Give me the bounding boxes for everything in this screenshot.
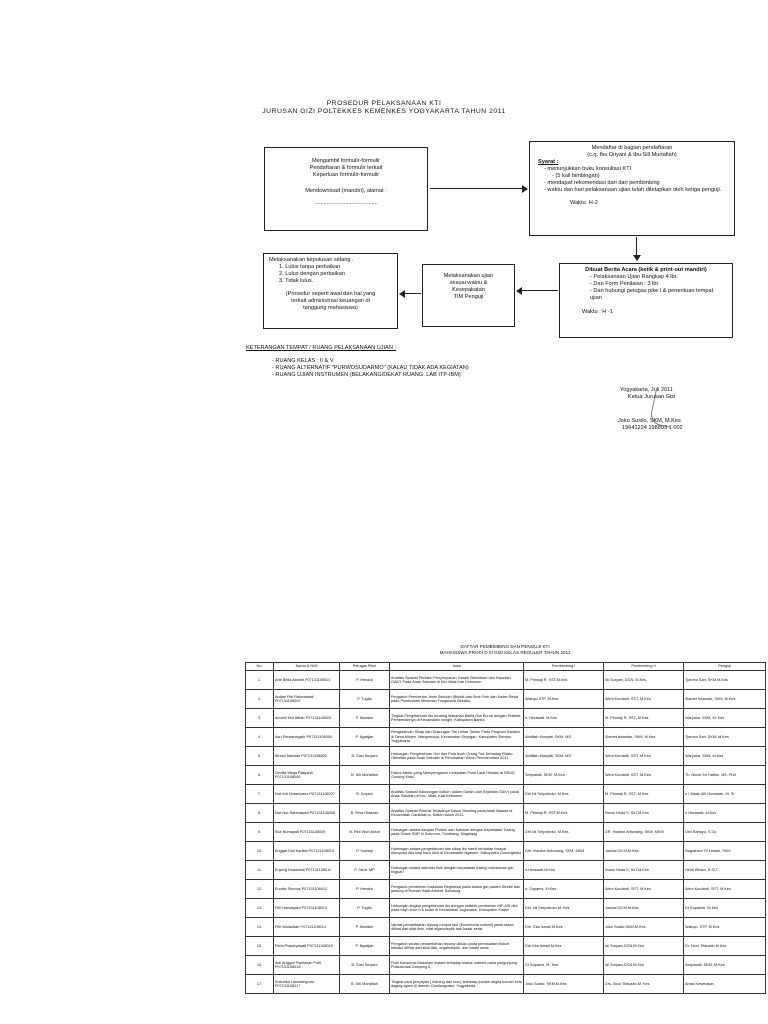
box2-item: - (5 kali bimbingan) xyxy=(544,173,726,180)
header-judul: Judul xyxy=(390,663,524,671)
arrowhead-left-1 xyxy=(516,287,522,295)
cell-pembimbing-2: M. Primiaji R, SST, M.Kes xyxy=(604,709,684,728)
flow-box-berita-acara xyxy=(559,263,733,338)
cell-petugas-piket: P. Tugito xyxy=(340,690,390,709)
table-row xyxy=(246,671,766,690)
cell-no: 3. xyxy=(246,709,274,728)
cell-pembimbing-2: Drs. Noor Tifauzah,M. Kes xyxy=(604,975,684,994)
cell-pembimbing-2: Idi Suryani,DCN,M.Kes xyxy=(604,956,684,975)
box3-item: - Dan hubungi petugas pike l & penentuan tempat ujian xyxy=(590,288,726,302)
box2-item: - waktu dan hari pelaksanaan ujian telah ditetapkan oleh ketiga penguji. xyxy=(544,187,726,194)
table-title-line-2: MAHASISWA PRODI D III GIZI KELAS REGULER TAHUN 2011 xyxy=(439,650,571,655)
keterangan-heading: KETERANGAN TEMPAT / RUANG PELAKSANAAN UJIAN : xyxy=(246,345,397,351)
pembimbing-table xyxy=(245,662,766,994)
cell-penguji: Th. Ninuk Sri Hartini, MS, PhD xyxy=(684,766,766,785)
signature-position: Ketua Jurusan Gizi xyxy=(628,394,676,400)
cell-petugas-piket: P. Ngatijan xyxy=(340,728,390,747)
cell-penguji: Ir I Made Alit Gunawan, M. Si xyxy=(684,785,766,804)
table-row xyxy=(246,766,766,785)
flow-box-keputusan-sidang xyxy=(263,253,398,329)
cell-pembimbing-2: M. Primiaji R, SST, M.Kes xyxy=(604,785,684,804)
box3-waktu: Waktu : H -1 xyxy=(582,309,613,315)
box5-note1: (Prosedur seperti awal dan hal yang xyxy=(285,291,376,297)
table-row xyxy=(246,842,766,861)
arrow-down xyxy=(636,237,637,257)
cell-judul: Pengetahuan Sikap dan Dukungan Tim Lintas Sektor Pada Program Kadarzi di Desa Minjen, Margomulyo, Kecamatan Seyegan, Kabupaten Sleman, Yogyakarta. xyxy=(390,728,524,747)
box5-line1: Melaksanakan keputusan sidang . xyxy=(269,257,354,263)
cell-penguji: Anasi Kesehatan xyxy=(684,975,766,994)
box3-item: - Dan Form Penilaian : 3 lbr xyxy=(590,281,726,288)
box4-line1: Melaksanakan ujian xyxy=(443,273,494,279)
cell-pembimbing-2: Weni Kurdanti, SST, M.Kes xyxy=(604,880,684,899)
flow-box-mendaftar xyxy=(529,141,735,236)
box2-syarat: Syarat : xyxy=(538,159,559,165)
cell-pembimbing-1: Abdillah Munyati, SKM, MS xyxy=(524,728,604,747)
table-row xyxy=(246,880,766,899)
table-row xyxy=(246,918,766,937)
table-title xyxy=(245,644,765,656)
table-row xyxy=(246,728,766,747)
cell-pembimbing-1: M. Primiaji R, SST,M.Kes xyxy=(524,671,604,690)
signature-nip: 19641224 198803 1 002 xyxy=(622,425,683,431)
cell-penguji: Tjarono Sari, SKM,M.Kes xyxy=(684,671,766,690)
cell-nama-nim: Ibdi Anggun Ramasari Putri P07131108016 xyxy=(274,956,340,975)
cell-no: 12. xyxy=(246,880,274,899)
box1-line2: Pendaftaran & formulir terkait xyxy=(309,165,383,171)
box3-line1: Dibuat Berita Acara (ketik & print-out mandiri) xyxy=(585,267,707,273)
cell-petugas-piket: B. Rini Wuri Astuti xyxy=(340,823,390,842)
cell-pembimbing-1: Drh. Irianton Aritonang, SKM, MKM xyxy=(524,842,604,861)
box5-result: 2. Lulus dengan perbaikan xyxy=(279,271,345,277)
arrow-left-2 xyxy=(404,293,421,294)
cell-petugas-piket: P. Jarot ,MP xyxy=(340,861,390,880)
cell-petugas-piket: B. Driyani xyxy=(340,785,390,804)
header-pembimbing-1: Pembimbing I xyxy=(524,663,604,671)
cell-no: 14. xyxy=(246,918,274,937)
flow-box-ambil-formulir xyxy=(264,147,428,231)
title-line-1: PROSEDUR PELAKSANAAN KTI xyxy=(326,100,442,107)
arrowhead-left-2 xyxy=(399,290,405,298)
table-row xyxy=(246,937,766,956)
cell-petugas-piket: P. Suwarji xyxy=(340,842,390,861)
box2-requirements xyxy=(538,166,726,194)
cell-pembimbing-1: Drh Idi Setyobroto, M.Kes xyxy=(524,823,604,842)
table-row xyxy=(246,747,766,766)
cell-no: 1. xyxy=(246,671,274,690)
table-row xyxy=(246,861,766,880)
cell-pembimbing-1: M. Primiaji R, SST,M.Kes xyxy=(524,804,604,823)
cell-no: 9. xyxy=(246,823,274,842)
cell-penguji: Waluyo, STP, M.Kes xyxy=(684,918,766,937)
cell-judul: Hubungan antara aktivitas fisik dengan kepadatan tulang mahasiswa gizi tingkat I xyxy=(390,861,524,880)
cell-nama-nim: Fitri Handayani P07131108013 xyxy=(274,899,340,918)
header-no: No. xyxy=(246,663,274,671)
keterangan-item: - RUANG ALTERNATIF "PURWOSUDARMO" (KALAU TIDAK ADA KEGIATAN) xyxy=(272,365,469,372)
cell-no: 7. xyxy=(246,785,274,804)
box3-items xyxy=(566,274,726,302)
cell-no: 11. xyxy=(246,861,274,880)
box3-item: - Pelaksanaan Ujian Rangkap 4 lbr. xyxy=(590,274,726,281)
table-header-row xyxy=(246,663,766,671)
table-row xyxy=(246,804,766,823)
keterangan-item: - RUANG KELAS : II & V xyxy=(272,358,469,365)
cell-pembimbing-1: Drh. Idi Setyobroto,M. Kes xyxy=(524,899,604,918)
header-petugas-piket: Petugas Piket xyxy=(340,663,390,671)
cell-pembimbing-2: Weni Kurdanti, SST, M.Kes xyxy=(604,766,684,785)
cell-petugas-piket: B. Susi Suryani xyxy=(340,747,390,766)
cell-judul: Analisis Spasial Perilaku Penyimpanan Garam Beriodium dan Kejadian GAKY Pada Anak Sekolah di Kec Mlati Kab Kebumen xyxy=(390,671,524,690)
cell-petugas-piket: B. Siti Murtafiah xyxy=(340,766,390,785)
arrowhead-down xyxy=(633,255,641,261)
cell-pembimbing-2: Idi Suryani,DCN,M.Kes xyxy=(604,937,684,956)
cell-penguji: Dr Supartuti, M.Kes xyxy=(684,899,766,918)
cell-pembimbing-2: Slamet Iskandar, SKM, M.Kes xyxy=(604,728,684,747)
box1-line1: Mengambil formulir-formulir xyxy=(311,158,381,164)
cell-petugas-piket: P. Hendra xyxy=(340,671,390,690)
table-row xyxy=(246,785,766,804)
cell-judul: Faktor-faktor yang Mempengaruhi Kelepatan Porsi Lauk Hewani di RSUD Gunung Kidul. xyxy=(390,766,524,785)
cell-no: 10. xyxy=(246,842,274,861)
arrow-right-1 xyxy=(430,188,524,189)
keterangan-item: - RUANG UJIAN INSTRUMEN (BELAKANG/DEKAT RUANG: LAB ITP-IBM) xyxy=(272,372,469,379)
title-line-2: JURUSAN GIZI POLTEKKES KEMENKES YOGYAKARTA TAHUN 2011 xyxy=(262,108,506,115)
cell-judul: Pengaruh pemberian makanan Registrasi pada status gizi pasien Stroke dan jantung di Rumah Sakit Advent, Bandung xyxy=(390,880,524,899)
cell-judul: Pengaruh variasi penambahan tepung daluku pada pembuatan biskuit bekatul dilihat dari sifat fisik, organoleptik, dan kadar serat xyxy=(390,937,524,956)
table-row xyxy=(246,690,766,709)
header-nama-nim: Nama & NIM xyxy=(274,663,340,671)
cell-nama-nim: Dwi Nur Rahmawati P07131108008 xyxy=(274,804,340,823)
cell-pembimbing-1: Waluyo,STP, M.Kes xyxy=(524,690,604,709)
cell-penguji: Waryana, SKM, M.Kes xyxy=(684,747,766,766)
cell-penguji: Setyowati, SKM, M.Kes xyxy=(684,956,766,975)
cell-judul: Hubungan Pengetahuan Gizi dan Pola Asuh Orang Tua Terhadap Risiko Obesitas pada Anak Sekolah di Perumahan Wirun Permai tahun 2011 xyxy=(390,747,524,766)
cell-no: 2. xyxy=(246,690,274,709)
cell-penguji: Weni Kurdanti, SST, M.Kes xyxy=(684,880,766,899)
cell-pembimbing-2: DR. Irianton Aritonang, SKM, MKM xyxy=(604,823,684,842)
box2-item: - mendapat rekomendasi dari dari pembimbing xyxy=(544,180,726,187)
cell-pembimbing-2: Weni Kurdanti, SST, M.Kes xyxy=(604,747,684,766)
box5-result: 3. Tidak lulus. xyxy=(279,278,314,284)
cell-no: 16. xyxy=(246,956,274,975)
cell-petugas-piket: B. Rina Oktavan xyxy=(340,804,390,823)
cell-pembimbing-2: Nunui Huda S, SsT,M.Kes xyxy=(604,804,684,823)
cell-pembimbing-1: Ir.Herawati,M.Kes xyxy=(524,861,604,880)
cell-nama-nim: Amumi Nur Afifah P07131108003 xyxy=(274,709,340,728)
cell-pembimbing-1: Dr Suparmi, M. Kes xyxy=(524,956,604,975)
cell-no: 5. xyxy=(246,747,274,766)
cell-pembimbing-2: Jauhari,DCN,M.Kes xyxy=(604,842,684,861)
cell-nama-nim: Fitria Prasetyawati P07131108015 xyxy=(274,937,340,956)
cell-penguji: Umi Rahayu, S.Gz xyxy=(684,823,766,842)
arrowhead-right-1 xyxy=(522,185,528,193)
cell-nama-nim: Eka Nurhayati P07131108009 xyxy=(274,823,340,842)
cell-judul: Hubungan antara pengetahuan dan sikap ibu hamil terhadap riwayat menyusui dini bayi baru lahir di Kecamatan Ngawen, Kabupaten Gunungkidul xyxy=(390,842,524,861)
box4-line2: sesuai waktu & xyxy=(449,280,488,286)
table-row xyxy=(246,956,766,975)
table-row xyxy=(246,899,766,918)
cell-nama-nim: Devilia Mega Rijayanti P07131108006 xyxy=(274,766,340,785)
header-pembimbing-2: Pembimbing II xyxy=(604,663,684,671)
cell-pembimbing-2: Nunui Huda S, SsT,M.Kes xyxy=(604,861,684,880)
cell-petugas-piket: P. Hendra xyxy=(340,880,390,899)
cell-pembimbing-1: Joko Susilo, SKM,M.Kes xyxy=(524,975,604,994)
box1-line4: Mendownload (mandiri), alamat : xyxy=(305,188,387,194)
cell-penguji: Ir Herawati, M.Kes xyxy=(684,804,766,823)
cell-nama-nim: Fitri Wulandari P07131108014 xyxy=(274,918,340,937)
box5-note2: terkait administrasi keuangan di xyxy=(291,298,370,304)
cell-judul: Hubungan antara Asupan Protein dan Kalsium dengan Kepadatan Tulang pada Siswa SMP N Sukrnoro, Sumbang, Magelang xyxy=(390,823,524,842)
cell-judul: Variasi pemanfaatan tepung rumput laut (Eucheuma cottonii) pada bakso dilihat dari sifat fisik, sifat organoleptik dan kadar serat. xyxy=(390,918,524,937)
box4-line4: TIM Penguji xyxy=(453,294,484,300)
box2-line1: Mendaftar di bagian pendaftaran xyxy=(591,145,673,151)
cell-nama-nim: Eunike Srinova P07131108012 xyxy=(274,880,340,899)
cell-nama-nim: Dwi Arti Nuraniyana P07131108007 xyxy=(274,785,340,804)
cell-pembimbing-2: Idi Suryani, DCN, M.Kes xyxy=(604,671,684,690)
cell-penguji: Nugraheni Tri Lestari, SKM xyxy=(684,842,766,861)
cell-penguji: Tjarono Sari, SKM, M.Kes xyxy=(684,728,766,747)
cell-no: 8. xyxy=(246,804,274,823)
cell-no: 15. xyxy=(246,937,274,956)
cell-pembimbing-1: Setyowati, SKM, M.Kes xyxy=(524,766,604,785)
cell-petugas-piket: B. Susi Suryani xyxy=(340,956,390,975)
cell-nama-nim: Asri Purwaningsih P07131108004 xyxy=(274,728,340,747)
cell-nama-nim: Enggar Dwi Kartika P07131108010 xyxy=(274,842,340,861)
cell-pembimbing-2: Weni Kurdanti, SST, M.Kes xyxy=(604,690,684,709)
cell-pembimbing-2: Joko Susilo,SKM,M.Kes xyxy=(604,918,684,937)
box4-line3: Kesepakatan xyxy=(452,287,485,293)
signature-name: Joko Susilo, SKM, M.Kes xyxy=(618,418,681,424)
table-body xyxy=(246,671,766,994)
flow-box-melaksanakan-ujian xyxy=(422,264,515,327)
signature-block xyxy=(618,387,738,432)
box1-line5: ......................................... xyxy=(314,200,378,206)
cell-penguji: Heldi Wiram, S.Si,T xyxy=(684,861,766,880)
table-row xyxy=(246,709,766,728)
table-row xyxy=(246,975,766,994)
box5-note3: tanggung mahasiswa) xyxy=(303,305,358,311)
cell-no: 4. xyxy=(246,728,274,747)
cell-no: 17. xyxy=(246,975,274,994)
cell-petugas-piket: P. Tugito xyxy=(340,899,390,918)
cell-petugas-piket: P. Muralim xyxy=(340,709,390,728)
cell-judul: Analisis Spasial Potensi Terjadinya Kasus Stunting pada Anak Baduta di Kecamatan Gantiwarno, Klaten tahun 2011. xyxy=(390,804,524,823)
cell-nama-nim: Kukuhka Lamastrigrum P07131108017 xyxy=(274,975,340,994)
cell-petugas-piket: P. Ngatijan xyxy=(340,937,390,956)
cell-pembimbing-1: Ir. Suparmi, M.Kes xyxy=(524,880,604,899)
box2-item: - menunjukkan buku konsultasi KTI xyxy=(544,166,726,173)
cell-judul: Tingkat Pengetahuan Ibu tentang Makanan Balita Gizi Buruk dengan Praktek Pemberiannya di Kecamatan Imogiri, Kabupaten Bantul xyxy=(390,709,524,728)
box2-waktu: Waktu: H-2 xyxy=(570,200,598,206)
cell-judul: Pola Konsumsi Makanan Instant terhadap status nutrient pada pengunjung Puskesmas Gamping II. xyxy=(390,956,524,975)
cell-pembimbing-1: Drh. Eka Ismail,M.Kes xyxy=(524,918,604,937)
cell-judul: Pengaruh Pemberian Jenis Sekolah (Bimbit dan Smk Pole dan Kader Sesal pada Pembuatan Minuman Fungsional Bekatul. xyxy=(390,690,524,709)
cell-penguji: Waryana, SKM, M. Kes xyxy=(684,709,766,728)
table-row xyxy=(246,823,766,842)
cell-no: 6. xyxy=(246,766,274,785)
cell-pembimbing-1: Drh Eka Ismail,M.Kes xyxy=(524,937,604,956)
cell-nama-nim: Ardian Fitri Rahmawati P07131108002 xyxy=(274,690,340,709)
cell-pembimbing-1: Drh Idi Setyobroto, M.Kes xyxy=(524,785,604,804)
cell-petugas-piket: P. Muralim xyxy=(340,918,390,937)
signature-place-date: Yogyakarta, Juli 2011 xyxy=(620,387,673,393)
cell-petugas-piket: B. Siti Murtafiah xyxy=(340,975,390,994)
box5-results xyxy=(269,264,392,285)
cell-pembimbing-1: Abdillah Munyati, SKM, MS xyxy=(524,747,604,766)
cell-pembimbing-1: Ir. Herawati, M.Kes xyxy=(524,709,604,728)
cell-judul: Tingkat cara penyajian ( tekning dan tosu) terhadap jumlah angka kuman soto daging ayam di daerah Condongcatur, Yogyakarta xyxy=(390,975,524,994)
cell-penguji: Dr. Noor Tifauzah,M.Kes xyxy=(684,937,766,956)
table-title-line-1: DAFTAR PEMBIMBING DAN PENGUJI KTI xyxy=(460,644,550,649)
cell-pembimbing-2: Jauhari,DCN,M.Kes xyxy=(604,899,684,918)
box2-line2: (c.q. Ibu Driyani & Ibu Sill Murtafiah) xyxy=(587,152,677,158)
box5-result: 1. Lulus tanpa perbaikan xyxy=(279,264,341,270)
cell-nama-nim: Enjang Dewantuti P07131108011 xyxy=(274,861,340,880)
cell-no: 13. xyxy=(246,899,274,918)
keterangan-list xyxy=(272,358,469,379)
header-penguji: Penguji xyxy=(684,663,766,671)
cell-judul: Analisis Spasial Kandungan Iodium dalam Garam dan Kejadian GAKY pada Anak Sekolah di Kec. Mlati, Kab Kebumen xyxy=(390,785,524,804)
box1-line3: Keperluan formulir-formulir xyxy=(312,172,380,178)
arrow-left-1 xyxy=(521,290,558,291)
cell-penguji: Slamet Iskandar, SKM, M.Kes xyxy=(684,690,766,709)
cell-nama-nim: Arie Bella Astarid P07131108001 xyxy=(274,671,340,690)
cell-nama-nim: Bintan Marwita P07131108005 xyxy=(274,747,340,766)
cell-judul: Hubungan tingkat pengetahuan ibu dengan praktek pemberian MP-ASI dini pada bayi umur 0-6 bulan di Kecamatan Jogonalan, Kabupaten Klaten xyxy=(390,899,524,918)
document-title xyxy=(0,100,768,115)
